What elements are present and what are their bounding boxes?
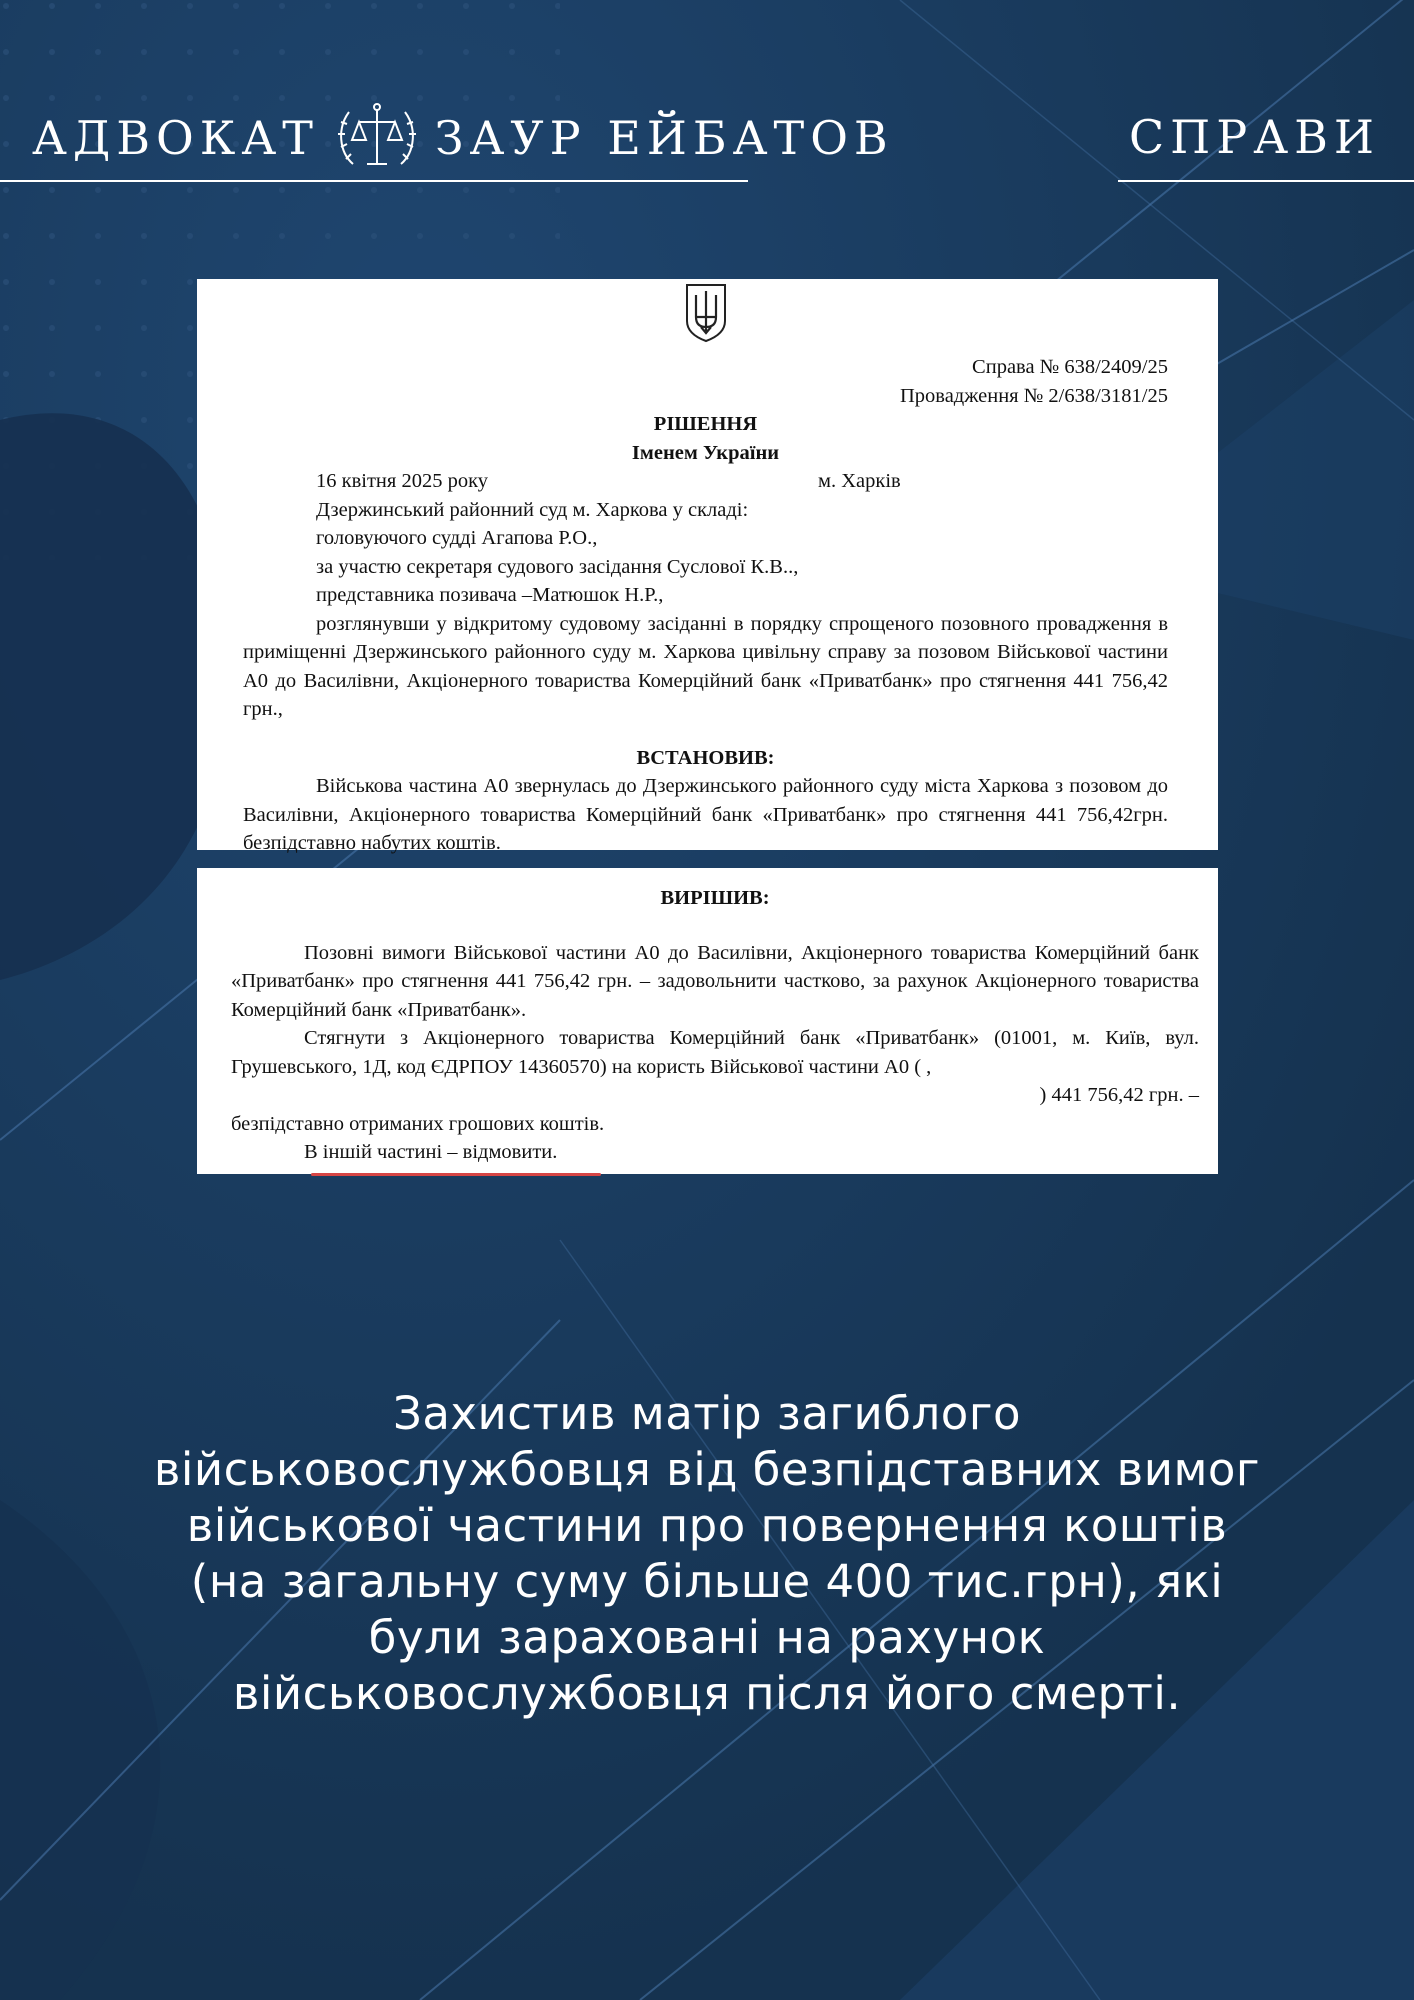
decided-paragraph-4: В іншій частині – відмовити. [304, 1141, 558, 1163]
court-decision-excerpt-bottom [197, 868, 1218, 1174]
decided-paragraph-2: Стягнути з Акціонерного товариства Комерційний банк «Приватбанк» (01001, м. Київ, вул. Грушевського, 1Д, код ЄДРПОУ 14360570) на користь Військової частини А0 ( , [231, 1027, 1199, 1078]
scales-of-justice-icon [333, 94, 421, 182]
caption-line: військовослужбовця після його смерті. [232, 1667, 1182, 1720]
case-number: Справа № 638/2409/25 [972, 356, 1168, 378]
intro-paragraph: розглянувши у відкритому судовому засіданні в порядку спрощеного позовного провадження в приміщенні Дзержинського районного суду м. Харкова цивільну справу за позовом Військової частини А0 до Василівни, Акціонерного товариства Комерційний банк «Приватбанк» про стягнення 441 756,42 грн., [243, 612, 1168, 720]
caption-line: Захистив матір загиблого [392, 1387, 1022, 1440]
decision-date: 16 квітня 2025 року [316, 470, 488, 492]
brand [32, 106, 894, 170]
established-heading: ВСТАНОВИВ: [636, 746, 775, 769]
case-summary-caption [60, 1386, 1354, 1722]
date-city-row [243, 467, 1168, 496]
decided-paragraph-1: Позовні вимоги Військової частини А0 до Василівни, Акціонерного товариства Комерційний банк «Приватбанк» про стягнення 441 756,42 грн. – задовольнити частково, за рахунок Акціонерного товариства Комерційний банк «Приватбанк». [231, 941, 1199, 1021]
header-divider-right [1118, 180, 1414, 182]
decision-city: м. Харків [818, 470, 901, 492]
decided-heading: ВИРІШИВ: [660, 887, 770, 909]
brand-right-text: ЗАУР ЕЙБАТОВ [434, 111, 894, 165]
court-line: Дзержинський районний суд м. Харкова у складі: [316, 498, 749, 521]
judge-line: головуючого судді Агапова Р.О., [316, 527, 598, 549]
decision-title: РІШЕННЯ [653, 413, 758, 435]
decided-paragraph-3: безпідставно отриманих грошових коштів. [231, 1112, 605, 1135]
section-title: СПРАВИ [1128, 110, 1380, 164]
decision-subtitle: Іменем України [631, 441, 780, 464]
brand-left-text: АДВОКАТ [32, 111, 319, 165]
coat-of-arms-icon [683, 281, 729, 343]
decided-amount: ) 441 756,42 грн. – [1039, 1084, 1199, 1106]
secretary-line: за участю секретаря судового засідання Суслової К.В.., [316, 555, 799, 578]
highlight-underline [311, 1173, 601, 1176]
caption-line: військовослужбовця від безпідставних вимог [153, 1443, 1261, 1496]
caption-line: були зараховані на рахунок [368, 1611, 1046, 1664]
caption-line: (на загальну суму більше 400 тис.грн), які [190, 1555, 1224, 1608]
caption-line: військової частини про повернення коштів [186, 1499, 1228, 1552]
header-divider-left [0, 180, 748, 182]
representative-line: представника позивача –Матюшок Н.Р., [316, 584, 664, 606]
proceeding-number: Провадження № 2/638/3181/25 [899, 384, 1168, 407]
established-paragraph: Військова частина А0 звернулась до Дзержинського районного суду міста Харкова з позовом до Василівни, Акціонерного товариства Комерційний банк «Приватбанк» про стягнення 441 756,42грн. безпідставно набутих коштів. [243, 775, 1168, 854]
court-decision-excerpt-top [197, 279, 1218, 854]
